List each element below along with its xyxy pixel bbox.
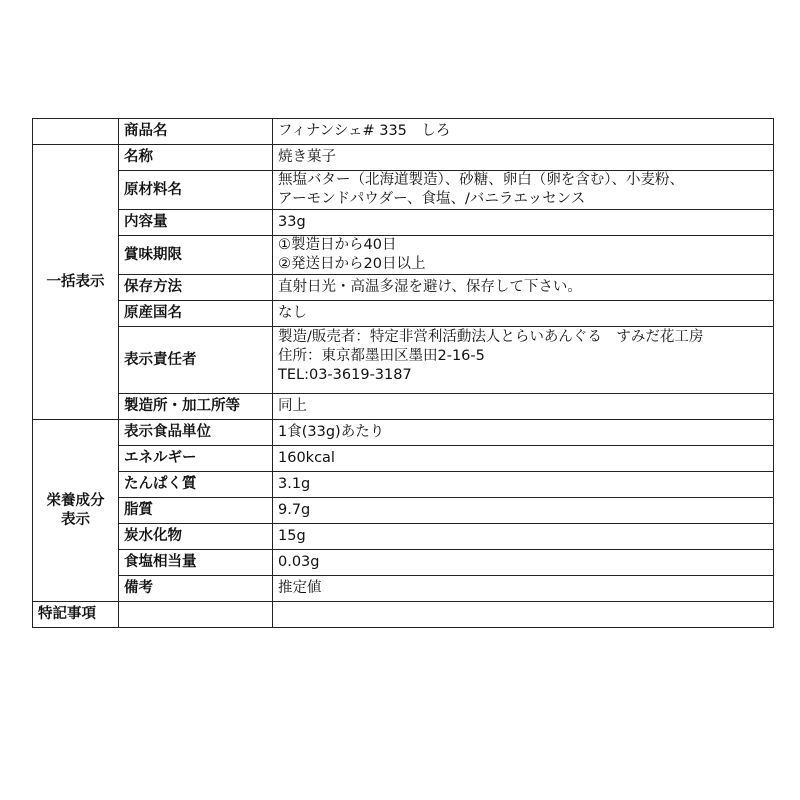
row-value: 160kcal xyxy=(273,446,774,472)
row-label: 炭水化物 xyxy=(119,524,273,550)
row-value: 3.1g xyxy=(273,472,774,498)
product-name-value: フィナンシェ# 335 しろ xyxy=(273,119,774,145)
row-label: エネルギー xyxy=(119,446,273,472)
nutrition-row-energy xyxy=(33,446,774,472)
row-value: 15g xyxy=(273,524,774,550)
empty-cell xyxy=(119,602,273,628)
label-row-name xyxy=(33,145,774,171)
row-label: 賞味期限 xyxy=(119,236,273,275)
notes-value xyxy=(273,602,774,628)
row-value xyxy=(273,275,774,301)
row-label: 内容量 xyxy=(119,210,273,236)
food-label-table xyxy=(32,118,774,628)
product-name-row xyxy=(33,119,774,145)
label-row-manufacturer xyxy=(33,394,774,420)
row-label: たんぱく質 xyxy=(119,472,273,498)
row-value xyxy=(273,394,774,420)
value-line: 同上 xyxy=(278,398,307,414)
row-label: 表示食品単位 xyxy=(119,420,273,446)
ikkatsu-group-label: 一括表示 xyxy=(33,145,119,420)
label-row-ingredients xyxy=(33,171,774,210)
nutrition-row-unit xyxy=(33,420,774,446)
row-label: 表示責任者 xyxy=(119,327,273,394)
row-value: 1食(33g)あたり xyxy=(273,420,774,446)
value-line: 住所：東京都墨田区墨田2-16-5 xyxy=(278,348,485,364)
row-value: 推定値 xyxy=(273,576,774,602)
row-value xyxy=(273,210,774,236)
notes-label: 特記事項 xyxy=(33,602,119,628)
row-value xyxy=(273,327,774,394)
group-label-line: 表示 xyxy=(61,511,90,528)
nutrition-row-protein xyxy=(33,472,774,498)
row-label: 保存方法 xyxy=(119,275,273,301)
row-label: 食塩相当量 xyxy=(119,550,273,576)
label-row-storage xyxy=(33,275,774,301)
row-label: 製造所・加工所等 xyxy=(119,394,273,420)
nutrition-row-remarks xyxy=(33,576,774,602)
row-label: 脂質 xyxy=(119,498,273,524)
value-line: 焼き菓子 xyxy=(278,149,336,165)
value-line: 33g xyxy=(278,214,306,230)
label-row-best-before xyxy=(33,236,774,275)
nutrition-row-salt xyxy=(33,550,774,576)
row-label: 原材料名 xyxy=(119,171,273,210)
product-name-label: 商品名 xyxy=(119,119,273,145)
row-value xyxy=(273,301,774,327)
empty-cell xyxy=(33,119,119,145)
row-label: 備考 xyxy=(119,576,273,602)
group-label-line: 栄養成分 xyxy=(46,492,105,509)
nutrition-row-carbs xyxy=(33,524,774,550)
label-row-origin xyxy=(33,301,774,327)
value-line: なし xyxy=(278,305,307,321)
value-line: ①製造日から40日 xyxy=(278,237,397,253)
value-line: アーモンドパウダー、食塩、/バニラエッセンス xyxy=(278,191,586,207)
label-row-responsible xyxy=(33,327,774,394)
value-line: 製造/販売者：特定非営利活動法人とらいあんぐる すみだ花工房 xyxy=(278,329,704,345)
label-row-content xyxy=(33,210,774,236)
value-line: TEL:03-3619-3187 xyxy=(278,367,412,383)
row-label: 名称 xyxy=(119,145,273,171)
row-value: 9.7g xyxy=(273,498,774,524)
notes-row xyxy=(33,602,774,628)
row-value: 0.03g xyxy=(273,550,774,576)
row-value xyxy=(273,171,774,210)
value-line: 直射日光・高温多湿を避け、保存して下さい。 xyxy=(278,279,582,295)
row-value xyxy=(273,236,774,275)
nutrition-group-label xyxy=(33,420,119,602)
value-line: 無塩バター（北海道製造）、砂糖、卵白（卵を含む）、小麦粉、 xyxy=(278,172,684,188)
value-line: ②発送日から20日以上 xyxy=(278,256,426,272)
nutrition-row-fat xyxy=(33,498,774,524)
row-label: 原産国名 xyxy=(119,301,273,327)
row-value xyxy=(273,145,774,171)
